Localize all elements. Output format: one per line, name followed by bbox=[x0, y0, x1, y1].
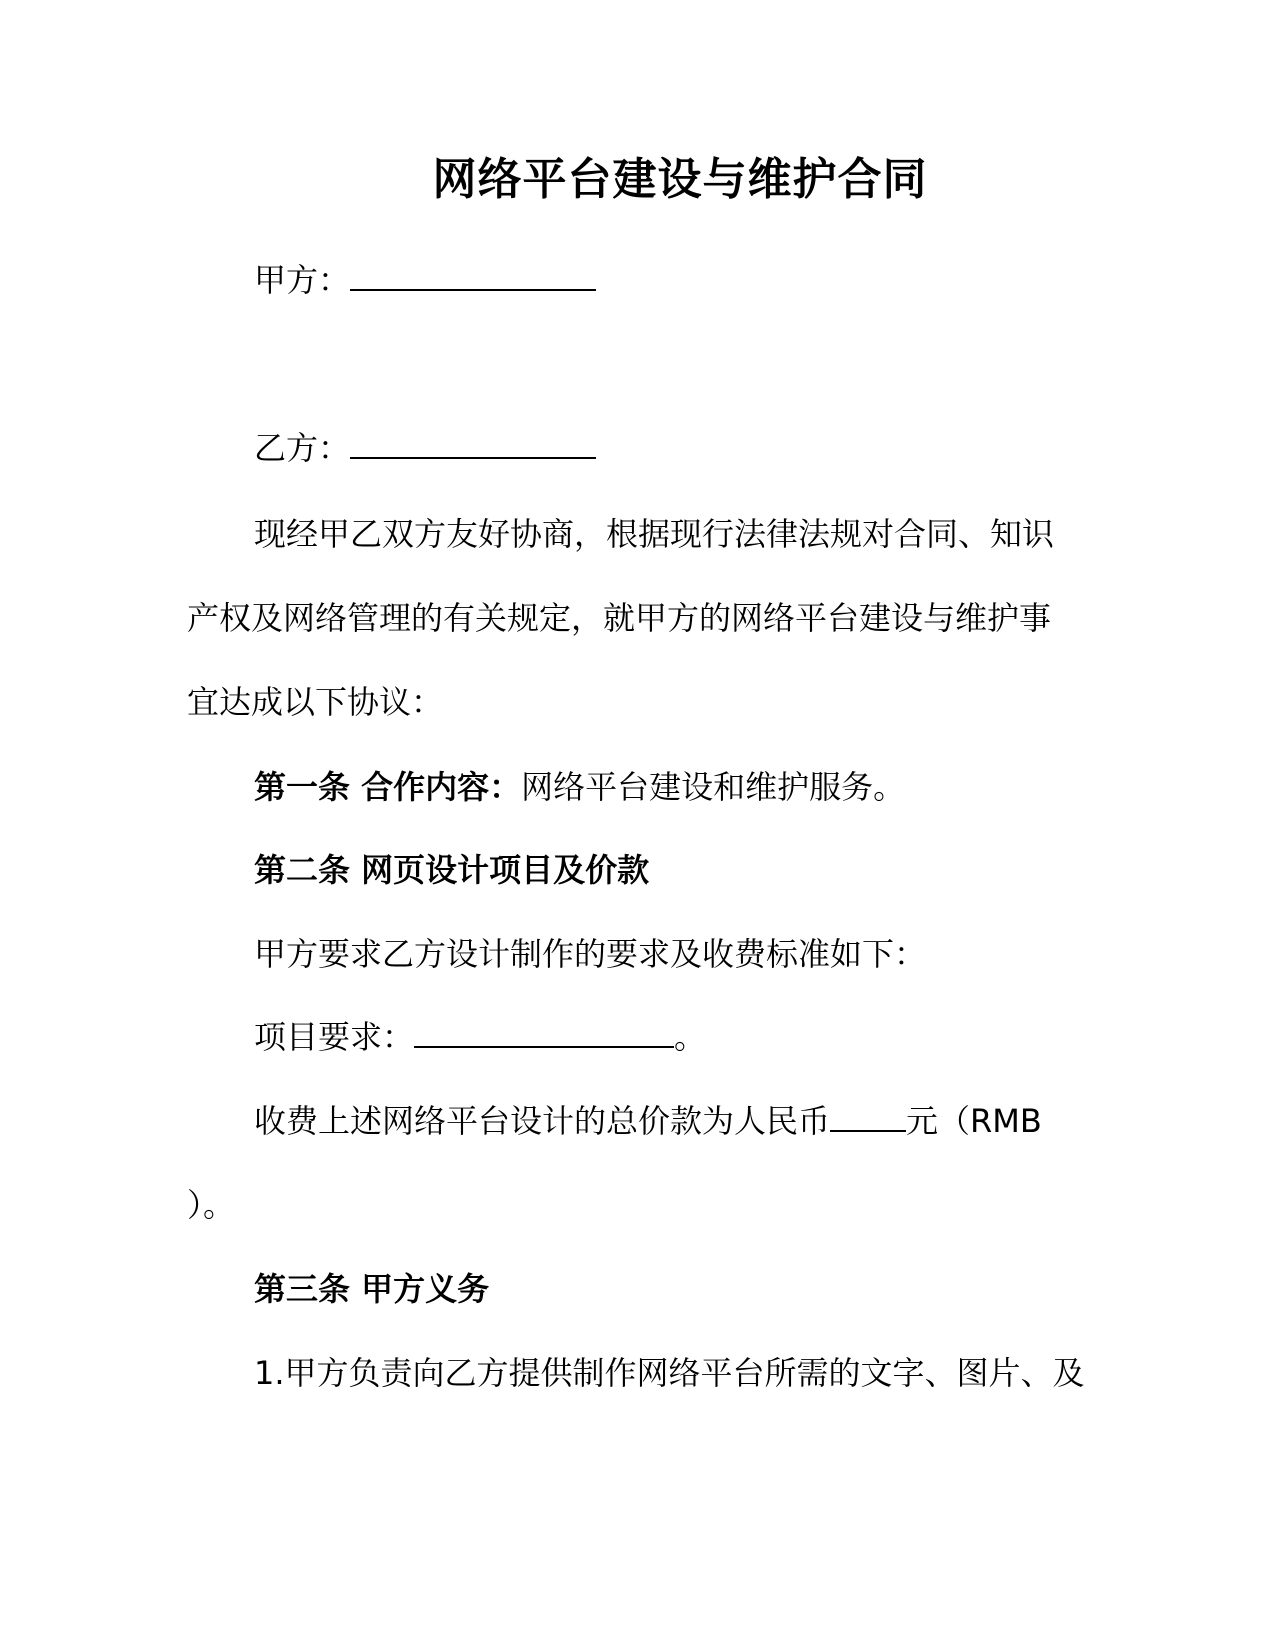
party-a-label: 甲方： bbox=[254, 261, 351, 299]
intro-line-2: 产权及网络管理的有关规定，就甲方的网络平台建设与维护事 bbox=[187, 599, 1052, 637]
fee-text: 收费上述网络平台设计的总价款为人民币 bbox=[254, 1102, 831, 1140]
party-b-blank[interactable] bbox=[350, 427, 596, 459]
project-blank[interactable] bbox=[414, 1016, 674, 1048]
article-2-heading: 第二条 网页设计项目及价款 bbox=[254, 851, 650, 889]
fee-amount-blank[interactable] bbox=[830, 1100, 906, 1132]
article-1-heading: 第一条 合作内容： bbox=[254, 768, 522, 806]
article-3-item-1: 1.甲方负责向乙方提供制作网络平台所需的文字、图片、及 bbox=[254, 1354, 1085, 1392]
party-a-line bbox=[254, 258, 596, 302]
party-a-blank[interactable] bbox=[350, 259, 596, 291]
article-1 bbox=[254, 765, 905, 809]
project-end: 。 bbox=[674, 1018, 707, 1056]
project-label: 项目要求： bbox=[254, 1018, 415, 1056]
fee-close: ）。 bbox=[187, 1186, 236, 1224]
project-requirement-line bbox=[254, 1015, 706, 1059]
party-b-label: 乙方： bbox=[254, 429, 351, 467]
intro-line-1: 现经甲乙双方友好协商，根据现行法律法规对合同、知识 bbox=[254, 515, 1055, 553]
party-b-line bbox=[254, 426, 596, 470]
article-3-heading: 第三条 甲方义务 bbox=[254, 1270, 490, 1308]
article-1-text: 网络平台建设和维护服务。 bbox=[521, 768, 906, 806]
intro-line-3: 宜达成以下协议： bbox=[187, 683, 444, 721]
fee-line bbox=[254, 1099, 1042, 1143]
document-title: 网络平台建设与维护合同 bbox=[432, 154, 928, 205]
fee-unit: 元（RMB bbox=[906, 1102, 1042, 1140]
article-2-line-1: 甲方要求乙方设计制作的要求及收费标准如下： bbox=[254, 935, 927, 973]
